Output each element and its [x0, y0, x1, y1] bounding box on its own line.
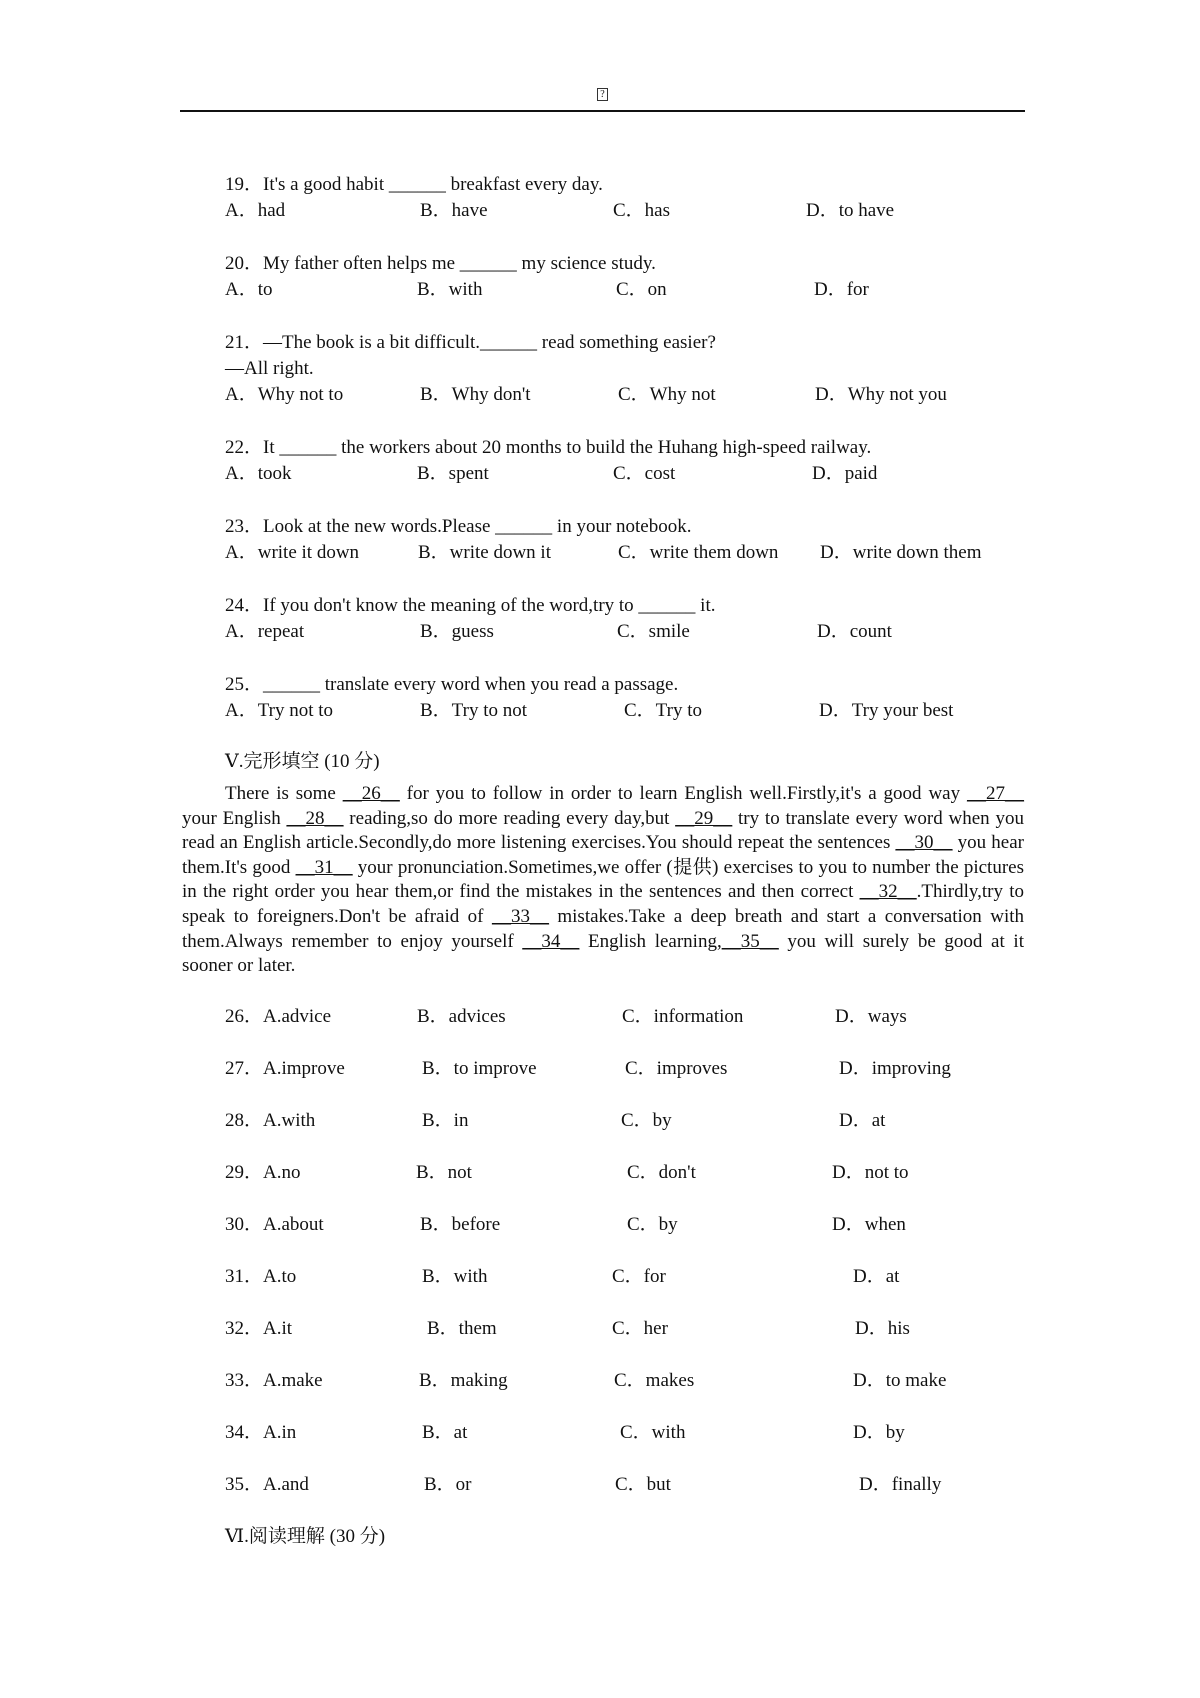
option-a[interactable]: 27．A.improve — [225, 1058, 345, 1079]
blank-29: __29__ — [675, 807, 733, 829]
option-c[interactable]: C．cost — [613, 463, 676, 484]
cloze-row-31 — [225, 1264, 1025, 1316]
question-stem: 21．—The book is a bit difficult.______ read something easier? — [225, 332, 716, 353]
option-a[interactable]: 34．A.in — [225, 1422, 297, 1443]
option-a[interactable]: 28．A.with — [225, 1110, 316, 1131]
blank-32: __32__ — [859, 881, 917, 903]
question-24 — [225, 593, 1025, 645]
blank-27: __27__ — [967, 783, 1024, 804]
passage-text: There is some — [225, 783, 343, 804]
passage-text: your English — [182, 807, 287, 829]
option-b[interactable]: B．Why don't — [420, 384, 531, 405]
option-a[interactable]: 31．A.to — [225, 1266, 297, 1287]
option-d[interactable]: D．when — [832, 1214, 906, 1235]
option-d[interactable]: D．not to — [832, 1162, 909, 1183]
option-c[interactable]: C．smile — [617, 621, 690, 642]
option-b[interactable]: B．not — [416, 1162, 472, 1183]
question-23 — [225, 514, 1025, 566]
option-b[interactable]: B．to improve — [422, 1058, 537, 1079]
passage-text: for you to follow in order to learn English well.Firstly,it's a good way — [399, 783, 967, 804]
passage-paragraph — [182, 782, 1024, 979]
option-d[interactable]: D．ways — [835, 1006, 907, 1027]
options-row — [225, 540, 1025, 566]
question-stem: 20．My father often helps me ______ my science study. — [225, 253, 656, 274]
cloze-row-35 — [225, 1472, 1025, 1524]
question-stem: 23．Look at the new words.Please ______ in your notebook. — [225, 516, 692, 537]
cloze-row-28 — [225, 1108, 1025, 1160]
options-row — [225, 198, 1025, 224]
passage-text: your pronunciation.Sometimes,we offer (提供) exercises to you to number the pictures in the right order you hear them,or find the mistakes in the sentences and then correct — [182, 856, 1024, 903]
blank-34: __34__ — [522, 930, 580, 952]
passage-text: mistakes.Take a deep breath and start a conversation with them.Always remember to enjoy yourself — [182, 905, 1024, 952]
option-a[interactable]: 35．A.and — [225, 1474, 309, 1495]
option-a[interactable]: A．took — [225, 463, 292, 484]
option-b[interactable]: B．before — [420, 1214, 501, 1235]
option-d[interactable]: D．improving — [839, 1058, 951, 1079]
option-d[interactable]: D．at — [839, 1110, 886, 1131]
cloze-options — [225, 1004, 1025, 1524]
question-stem: 24．If you don't know the meaning of the word,try to ______ it. — [225, 595, 716, 616]
option-a[interactable]: A．Why not to — [225, 384, 344, 405]
blank-30: __30__ — [895, 832, 953, 854]
section-title-cloze: Ⅴ.完形填空 (10 分) — [225, 751, 380, 772]
option-a[interactable]: 26．A.advice — [225, 1006, 332, 1027]
option-d[interactable]: D．to make — [853, 1370, 947, 1391]
option-b[interactable]: B．at — [422, 1422, 468, 1443]
question-19 — [225, 172, 1025, 224]
option-a[interactable]: A．Try not to — [225, 700, 334, 721]
question-21 — [225, 330, 1025, 408]
option-c[interactable]: C．write them down — [618, 542, 779, 563]
option-b[interactable]: B．have — [420, 200, 488, 221]
blank-33: __33__ — [491, 905, 549, 927]
cloze-row-30 — [225, 1212, 1025, 1264]
option-c[interactable]: C．on — [616, 279, 667, 300]
option-a[interactable]: A．had — [225, 200, 286, 221]
cloze-passage — [182, 782, 1024, 979]
option-b[interactable]: B．or — [424, 1474, 472, 1495]
question-stem: 22．It ______ the workers about 20 months to build the Huhang high-speed railway. — [225, 437, 872, 458]
options-row — [225, 382, 1025, 408]
cloze-row-27 — [225, 1056, 1025, 1108]
option-b[interactable]: B．advices — [417, 1006, 506, 1027]
blank-28: __28__ — [286, 807, 344, 829]
option-c[interactable]: C．don't — [627, 1162, 696, 1183]
option-a[interactable]: A．write it down — [225, 542, 360, 563]
option-d[interactable]: D．for — [814, 279, 869, 300]
passage-text: English learning, — [579, 930, 722, 952]
option-b[interactable]: B．them — [427, 1318, 497, 1339]
option-c[interactable]: C．her — [612, 1318, 668, 1339]
passage-text: reading,so do more reading every day,but — [343, 807, 676, 829]
option-a[interactable]: 32．A.it — [225, 1318, 293, 1339]
cloze-row-32 — [225, 1316, 1025, 1368]
question-20 — [225, 251, 1025, 303]
option-b[interactable]: B．in — [422, 1110, 469, 1131]
options-row — [225, 277, 1025, 303]
option-c[interactable]: C．Why not — [618, 384, 716, 405]
blank-35: __35__ — [721, 930, 779, 952]
option-d[interactable]: D．count — [817, 621, 892, 642]
option-d[interactable]: D．Why not you — [815, 384, 947, 405]
option-b[interactable]: B．with — [422, 1266, 488, 1287]
options-row — [225, 619, 1025, 645]
options-row — [225, 698, 1025, 724]
section-title-reading: Ⅵ.阅读理解 (30 分) — [225, 1526, 386, 1547]
option-b[interactable]: B．with — [417, 279, 483, 300]
option-b[interactable]: B．spent — [417, 463, 489, 484]
option-c[interactable]: C．by — [621, 1110, 672, 1131]
option-c[interactable]: C．improves — [625, 1058, 728, 1079]
option-c[interactable]: C．has — [613, 200, 671, 221]
option-c[interactable]: C．with — [620, 1422, 686, 1443]
passage-text: you will surely be good at it sooner or later. — [182, 930, 1024, 977]
passage-text: try to translate every word when you read an English article.Secondly,do more listening exercises.You should repeat the sentences — [182, 807, 1024, 854]
blank-31: __31__ — [295, 856, 353, 878]
option-b[interactable]: B．Try to not — [420, 700, 527, 721]
option-a[interactable]: A．to — [225, 279, 273, 300]
option-c[interactable]: C．information — [622, 1006, 744, 1027]
option-c[interactable]: C．Try to — [624, 700, 702, 721]
option-a[interactable]: A．repeat — [225, 621, 305, 642]
cloze-row-26 — [225, 1004, 1025, 1056]
option-c[interactable]: C．but — [615, 1474, 671, 1495]
option-a[interactable]: 33．A.make — [225, 1370, 323, 1391]
question-22 — [225, 435, 1025, 487]
option-d[interactable]: D．his — [855, 1318, 910, 1339]
blank-26: __26__ — [342, 783, 400, 804]
header-rule — [180, 110, 1025, 112]
option-b[interactable]: B．making — [419, 1370, 508, 1391]
header-mark: ? — [597, 88, 608, 101]
passage-text: .Thirdly,try to speak to foreigners.Don't be afraid of — [182, 881, 1024, 927]
question-response: —All right. — [225, 358, 314, 379]
option-a[interactable]: 29．A.no — [225, 1162, 301, 1183]
question-stem: 19．It's a good habit ______ breakfast every day. — [225, 174, 603, 195]
cloze-row-29 — [225, 1160, 1025, 1212]
passage-text: you hear them.It's good — [182, 832, 1024, 878]
option-d[interactable]: D．Try your best — [819, 700, 954, 721]
option-b[interactable]: B．write down it — [418, 542, 551, 563]
option-a[interactable]: 30．A.about — [225, 1214, 324, 1235]
multiple-choice-section — [225, 172, 1025, 775]
option-d[interactable]: D．to have — [806, 200, 895, 221]
option-d[interactable]: D．write down them — [820, 542, 982, 563]
option-d[interactable]: D．paid — [812, 463, 878, 484]
cloze-row-33 — [225, 1368, 1025, 1420]
option-d[interactable]: D．finally — [859, 1474, 942, 1495]
option-c[interactable]: C．makes — [614, 1370, 695, 1391]
options-row — [225, 461, 1025, 487]
option-c[interactable]: C．by — [627, 1214, 678, 1235]
option-d[interactable]: D．by — [853, 1422, 905, 1443]
question-25 — [225, 672, 1025, 724]
cloze-row-34 — [225, 1420, 1025, 1472]
option-d[interactable]: D．at — [853, 1266, 900, 1287]
question-stem: 25．______ translate every word when you read a passage. — [225, 674, 679, 695]
option-c[interactable]: C．for — [612, 1266, 666, 1287]
option-b[interactable]: B．guess — [420, 621, 494, 642]
